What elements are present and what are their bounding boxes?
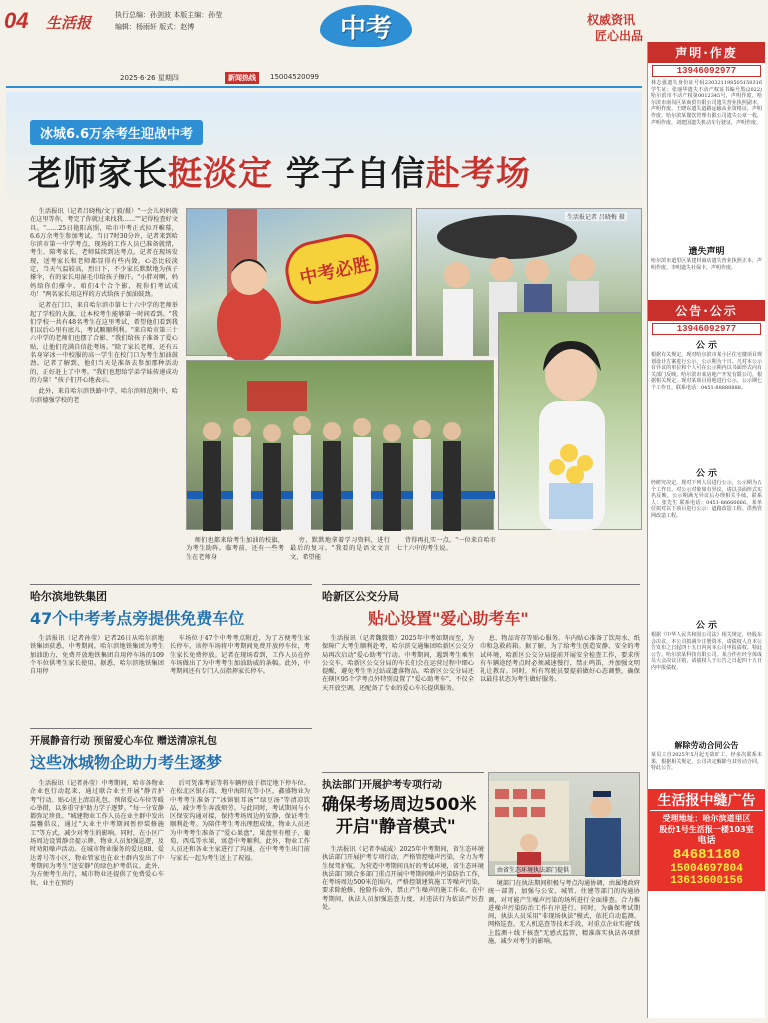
bus-col1-text: 生活报讯（记者魏微微）2025年中考如期而至，为保障广大考生顺利赴考，哈尔滨交通集团哈新区公交分局再次启动"爱心助考"行动。中考期间，遇到考生乘坐公交车，哈新区公交分局的车长们会在运营过程中细心提醒，避免考生坐过站或遗落物品。哈新区公交分局还在辖区95个学考点外特别设置了"爱心助考车"，不仅全天开放空调，还配备了专业的爱心车长提供服务。 (322, 635, 474, 692)
ad-notice-text-4: 某员工自2025年5月起无故旷工，经多次联系未果，根据相关规定，公司决定解除与其劳动合同，特此公告。 (651, 752, 762, 772)
lead-paragraph-3: 此外，来自哈尔滨铁路中学、哈尔滨师范附中、哈尔滨德强学校的老 (30, 388, 178, 404)
ad-notice-head-2: 公 示 (695, 469, 718, 479)
promo-phone-3: 13613600156 (670, 875, 743, 887)
lead-column-2 (186, 537, 284, 561)
classified-promo-box (648, 789, 765, 891)
lead-photo-caption: 生活报记者 吕晓梅 摄 (567, 214, 625, 221)
section-badge: 中考 (320, 5, 412, 47)
enforce-label: 执法部门开展护考专项行动 (322, 772, 484, 791)
headline-part-3: 学子自信 (273, 154, 426, 194)
editor-credits: 执行总编：孙剑波 本版主编：孙莹 (115, 11, 223, 19)
photo-teachers-flags-art (187, 361, 495, 531)
ad-lost-text: 哈尔滨市道里区某建材商店遗失营业执照正本，声明作废。李明遗失社保卡，声明作废。 (651, 258, 762, 271)
promo-phone-1: 84681180 (672, 847, 741, 863)
lead-paragraph-2: 记者在门口，来自哈尔滨市第七十六中学的老师举起了学校的大旗，让本校考生能够第一时间看到。"我们学校一共有48名考生在这里考试，希望他们看到我们以后心里有底儿，考试顺顺利利。"来自哈市第三十六中学的老师们也摆了合影、"我们给孩子准备了爱心贴，让他们充满自信赴考场。"除了家长老师，还有五名身穿冰一中校服的高一学生在校门口为考生加油鼓劲。记者了解到，他们当天是准备去参加那种活动的，正好赶上了中考。"我们也想给学弟学妹传递成功的力量！"孩子们开心地表示。 (30, 302, 178, 384)
property-col1-text: 生活报讯（记者孙莹）中考期间，哈市各物业企业也行动起来，通过联合业主开展"静音护考"行动、贴心送上清凉礼包、预留爱心车位等暖心举措，以多重守护助力学子逐梦。"每一分安静都弥足珍贵。"城建物业工作人员在业主群中发出温馨倡议，通过"大业主中考期间暂停装修施工"等方式，减少对考生的影响。同时，在小区广场周边设置静音提示牌，物业人员加强巡逻，及时劝阻噪声活动。在城市物业服务的爱达88、爱达菁号等小区，物业管家也在业主群内发出了中考期间为考生"送安静"的绿色护考倡议。此外，为方便考生出行，城市物业还提供了免费爱心车位，业主在预约 (30, 780, 164, 887)
photo-teachers-flags (186, 360, 494, 530)
property-label: 开展静音行动 预留爱心车位 赠送清凉礼包 (30, 728, 312, 747)
lead-col3-text: 旁，默默地拿着学习资料，进行最后的复习。"我看的是语文文言文，希望能 (290, 537, 390, 561)
lead-column-1 (30, 208, 178, 544)
lead-col4-text: 背得再扎实一点。"一位来自哈市七十六中的考生说。 (396, 537, 496, 553)
bus-column-1 (322, 635, 474, 763)
photo-student-flowers (498, 312, 642, 530)
photo-enforcement-art (489, 773, 641, 877)
metro-headline: 47个中考考点旁提供免费车位 (30, 609, 245, 628)
enforce-headline-line1: 确保考场周边500米 (322, 795, 477, 815)
property-col2-text: 后可凭准考证等将车辆停放于指定地下停车位。在松北区银石湾、地中海阳光等小区，鑫盛物业为中考考生准备了"冰镇银耳汤""绿豆汤"等清凉饮品，减少考生奔波烦劳。与此同时，考试期间与小区保安沟通对接，保持考场周边的安静，保证考生顺利赴考。为陪伴考生考出理想成绩，物业人员还为中考考生准备了"爱心果盘"，果盘里有橙子、葡萄、西瓜等水果，寓意中考顺利。此外，物业工作人员还和各业主家进行了沟通，在中考考生出门前与家长一起为考生送上了祝福。 (170, 780, 310, 862)
sign-text: 中考必胜 (297, 253, 373, 290)
bus-column-2 (480, 635, 640, 763)
metro-col2-text: 车场位于47个中考考点附近，为了方便考生家长停车，该停车场将中考期间免费开放停车位，考生家长免费停放。记者在现场看到，工作人员在停车场做出了为中考考生加油助威的条幅。此外，中考期间还有专门人员指挥家长停车。 (170, 635, 310, 676)
property-column-1 (30, 780, 164, 1012)
lead-column-4 (396, 537, 496, 555)
headline-part-2: 挺淡定 (168, 154, 273, 194)
photo-student-sign (186, 208, 412, 356)
headline-part-4: 赴考场 (425, 154, 531, 194)
slogan-line-2: 匠心出品 (595, 29, 644, 43)
enforce-column-1 (322, 846, 484, 1016)
bus-headline: 贴心设置"爱心助考车" (368, 609, 529, 628)
header-divider (6, 86, 642, 88)
lead-paragraph-1: 生活报讯（记者吕晓梅/文丁毅/摄）"一会儿妈妈就在这里等你，考完了你就过来找我……""记得检查好文具。"……25日艳阳高照，哈市中考正式拉开帷幕，6.6万余考生参加考试。当日7时30分许，记者来到哈尔滨市第一中学考点，现场的工作人员已准备就绪，考生、陪考家长、老师陆续到达考点。记者在现场发现，送考家长和老师都显得有些内敛，心态比较淡定，当天气温较高，烈日下，不少家长默默地为孩子撑伞，有的家长用湿毛巾给孩子擦汗。"小胖对啊，妈妈给你们撑伞，咱们4个合个影，祝你们考试成功！"两名家长用这样的方式给孩子加油鼓劲。 (30, 208, 179, 298)
paper-logo: 生活报 (46, 14, 92, 32)
enforce-col1-text: 生活报讯（记者李威威）2025年中考期间，省生态环境执法部门开展护考专项行动，严格管控噪声污染，全力为考生保驾护航。为营造中考期间良好的考试环境，省生态环境执法部门联合多部门重点开展中考期间噪声污染防治工作，在考场周边500米范围内，严格控制建筑施工等噪声污染，要求除抢修、抢险作业外，禁止产生噪声的施工作业。在中考期间，执法人员加强巡查力度，对违法行为依法严厉查处。 (322, 846, 484, 912)
property-column-2 (170, 780, 310, 1012)
enforce-photo-caption: 由省生态环境执法部门提供 (497, 867, 570, 874)
lead-headline (28, 146, 531, 195)
enforce-column-2 (488, 880, 640, 1016)
promo-address-2: 股份1号生活报一楼103室 (659, 825, 754, 834)
ad-statement-text: 林志强遗失身份证号码230321198505150316学生证；张丽华遗失不动产权证书编号黑(2022)哈尔滨市不动产权第0012345号，声明作废。哈尔滨市南岗区某商贸有限公司遗失营业执照副本，声明作废。王晓东遗失道路运输从业资格证，声明作废。哈尔滨某餐饮管理有限公司遗失公章一枚，声明作废。刘建国遗失机动车行驶证，声明作废。 (651, 80, 762, 126)
ad-phone-2: 13946092977 (652, 323, 761, 335)
lead-col2-text: 师们也都来给考生加油的校旗，为考生助阵。临考前，还有一些考生在老师身 (186, 537, 284, 561)
promo-tel-label: 电话 (697, 836, 716, 846)
lead-column-3 (290, 537, 390, 561)
ad-phone-1: 13946092977 (652, 65, 761, 77)
ad-title-notice: 公告·公示 (648, 300, 765, 321)
hotline-label: 新闻热线 (225, 72, 259, 84)
property-headline: 这些冰城物企助力考生逐梦 (30, 753, 223, 772)
ad-notice-text-3: 根据《中华人民共和国公司法》相关规定，经股东会决议，本公司拟减少注册资本，请债权人自本公告发布之日起四十五日内向本公司申报债权。特此公告。哈尔滨某科技有限公司。某合作社经全体成员大会决议注销，请债权人于公告之日起四十五日内申报债权。 (651, 632, 762, 671)
bus-label: 哈新区公交分局 (322, 584, 640, 604)
enforce-headline-line2: 开启"静音模式" (336, 817, 456, 837)
ad-notice-text-2: 经研究决定，现对下列人员进行公示，公示期为五个工作日。对公示对象如有异议，请以书面形式实名反映。公示期满无异议后办理相关手续。联系人：张先生 联系电话：0451-86666666。某单位拟对以下项目进行公示：道路改造工程、供热管网改造工程。 (651, 480, 762, 519)
photo-enforcement (488, 772, 640, 876)
ad-notice-text-1: 根据有关规定，现对哈尔滨市某小区住宅楼项目规划设计方案进行公示，公示期为十日。凡对本公示有异议的单位和个人可在公示期内以书面形式向有关部门反映。哈尔滨市某房地产开发有限公司。根据相关规定，现对某项目用地进行公示，公示期七个工作日。联系电话：0451-88888888。 (651, 352, 762, 391)
ad-sub-lost: 遗失声明 (688, 247, 725, 257)
headline-part-1: 老师家长 (28, 154, 168, 194)
metro-label: 哈尔滨地铁集团 (30, 584, 312, 604)
ad-notice-head-1: 公 示 (695, 341, 718, 351)
promo-title: 生活报中缝广告 (650, 793, 763, 811)
metro-column-1 (30, 635, 164, 717)
ad-title-statement: 声明·作废 (648, 42, 765, 63)
lead-kicker: 冰城6.6万余考生迎战中考 (30, 120, 203, 145)
metro-col1-text: 生活报讯（记者孙莹）记者26日从哈尔滨地铁集团获悉，中考期间，哈尔滨地铁集团为考生加油助力，免费开放地铁集团自用停车场的109个车位供考生家长使用。据悉，哈尔滨地铁集团自用停 (30, 635, 164, 676)
enforce-col2-text: 境部门在执法期间积极与考点沟通协调，由属地政府统一部署，加强与公安、城管、住建等部门的沟通协调，对可能产生噪声污染的场所进行全面排查。合力推进噪声污染防治工作有序进行。同时，为确保考试期间，执法人员采用"非现场执法"模式，依托自动监测、网格巡查、无人机巡查等技术手段，对重点企业实施"线上监测＋线下核查"无感式监管，精准落实执法各项措施，减少对考生的影响。 (488, 880, 640, 946)
hotline-number: 15004520099 (270, 73, 319, 81)
issue-date: 2025·6·26 星期四 (120, 74, 179, 82)
page-number: 04 (4, 8, 29, 33)
ad-notice-head-4: 解除劳动合同公告 (674, 741, 739, 750)
design-credits: 编辑：杨雨轩 版式：赵博 (115, 23, 195, 31)
ad-notice-head-3: 公 示 (695, 621, 718, 631)
classified-ads-column (647, 42, 765, 1018)
promo-address-1: 受理地址：哈尔滨道里区 (662, 814, 751, 823)
bus-col2-text: 息、物品寄存等贴心服务。车内贴心准备了饮用水、纸巾和急救药箱。据了解，为了给考生创造安静、安全的考试环境，哈新区公交分局提前开展安全检查工作，要求所有车辆途经考点时必须减速慢行，禁止鸣笛，并加强文明礼让教育。同时，所有驾驶员要提前做好心态调整，确保以最佳状态为考生做好服务。 (480, 635, 640, 684)
photo-student-flowers-art (499, 313, 643, 531)
page-slogan (587, 12, 643, 44)
promo-phone-2: 15004697804 (670, 863, 743, 875)
slogan-line-1: 权威资讯 (587, 13, 636, 27)
metro-column-2 (170, 635, 310, 717)
enforce-headline (322, 794, 477, 838)
